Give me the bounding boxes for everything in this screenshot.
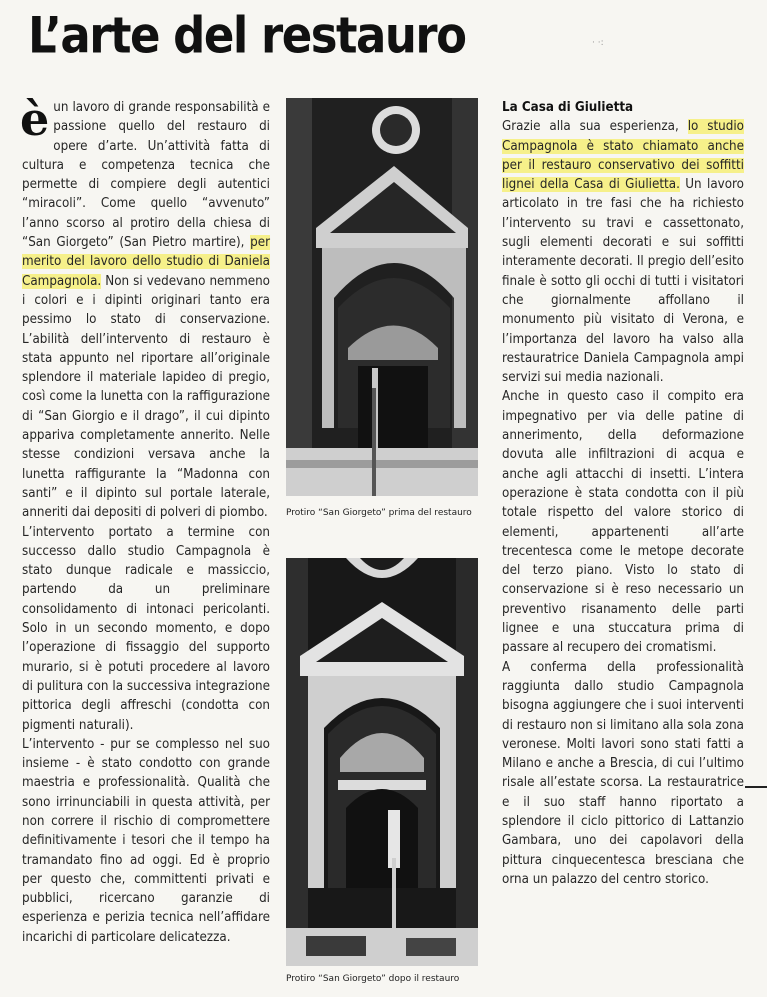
drop-cap: è (20, 92, 50, 146)
section-subtitle: La Casa di Giulietta (502, 100, 634, 115)
paragraph-3: L’intervento - pur se complesso nel suo insieme - è stato condotto con grande maestria e professionalità. Qualità che sono irrinunciabili in questa attività, per non correre il rischio di compromettere definitivamente i tesori che il tempo ha tramandato fino ad oggi. Ed è proprio per questo che, committenti privati e pubblici, ricercano garanzie di esperienza e perizia tecnica nell’affidare incarichi di particolare delicatezza. (22, 736, 270, 945)
highlighted-text-right: lo studio Campagnola è stato chiamato anche per il restauro conservativo dei soffitti lignei della Casa di Giulietta. (502, 119, 744, 193)
paragraph-1-rest: Non si vedevano nemmeno i colori e i dipinti originari tanto era pessimo lo stato di conservazione. L’abilità dell’intervento di restauro è stata appunto nel riportare all’originale splendore il materiale lapideo di pregio, così come la lunetta con la raffigurazione di “San Giorgio e il drago”, il cui dipinto appariva completamente annerito. Nelle stesse condizioni versava anche la lunetta raffigurante la “Madonna con santi” e il dipinto sul portale laterale, anneriti dai depositi di polveri di piombo. (22, 273, 270, 521)
paragraph-1 (20, 92, 270, 523)
photo-before-restoration (286, 98, 478, 496)
intro-text: Grazie alla sua esperienza, (502, 119, 688, 135)
paragraph-casa-1-rest: Un lavoro articolato in tre fasi che ha richiesto l’intervento su travi e cassettonato, sugli elementi decorati e sui soffitti interamente decorati. Il pregio dell’esito finale è sotto gli occhi di tutti i visitatori che giornalmente affollano il monumento più visitato di Verona, e l’importanza del lavoro ha valso alla restauratrice Daniela Campagnola ampi servizi sui media nazionali. (502, 177, 744, 386)
paragraph-casa-2: Anche in questo caso il compito era impegnativo per via delle patine di annerimento, della deformazione dovuta alle infiltrazioni di acqua e anche agli attacchi di insetti. L’intera operazione è stata condotta con il più totale rispetto del valore storico di elementi, appartenenti all’arte trecentesca come le metope decorate del terzo piano. Visto lo stato di conservazione si è reso necessario un preventivo risanamento delle parti lignee e una stuccatura prima di passare al recupero dei cromatismi. (502, 389, 744, 656)
scan-speck: · ·: (592, 38, 604, 48)
photo-after-restoration (286, 558, 478, 966)
article-column-left (20, 92, 270, 947)
article-title: L’arte del restauro (28, 6, 466, 65)
caption-before: Protiro “San Giorgeto” prima del restauro (286, 508, 472, 518)
highlighted-text: per merito del lavoro dello studio di Daniela Campagnola. (22, 235, 270, 289)
caption-after: Protiro “San Giorgeto” dopo il restauro (286, 974, 460, 984)
paragraph-casa-1 (502, 98, 744, 387)
paragraph-casa-3: A conferma della professionalità raggiunta dallo studio Campagnola bisogna aggiungere che i suoi interventi di restauro non si limitano alla sola zona veronese. Molti lavori sono stati fatti a Milano e anche a Brescia, di cui l’ultimo risale all’estate scorsa. La restauratrice e il suo staff hanno riportato a splendore il ciclo pittorico di Lattanzio Gambara, uno dei capolavori della pittura cinquecentesca bresciana che orna un palazzo del centro storico. (502, 659, 744, 887)
paragraph-2: L’intervento portato a termine con successo dallo studio Campagnola è stato dunque radicale e massiccio, partendo da un preliminare consolidamento di intonaci pericolanti. Solo in un secondo momento, e dopo l’operazione di fissaggio del supporto murario, si è potuti procedere al lavoro di pulitura con la successiva integrazione pittorica degli affreschi (condotta con pigmenti naturali). (22, 524, 270, 733)
margin-pen-mark (745, 786, 767, 788)
article-column-right (502, 98, 744, 889)
lead-text: un lavoro di grande responsabilità e passione quello del restauro di opere d’arte. Un’attività fatta di cultura e competenza tecnica che permette di compiere degli autentici “miracoli”. Come quello “avvenuto” l’anno scorso al protiro della chiesa di “San Giorgeto” (San Pietro martire), (22, 100, 270, 251)
